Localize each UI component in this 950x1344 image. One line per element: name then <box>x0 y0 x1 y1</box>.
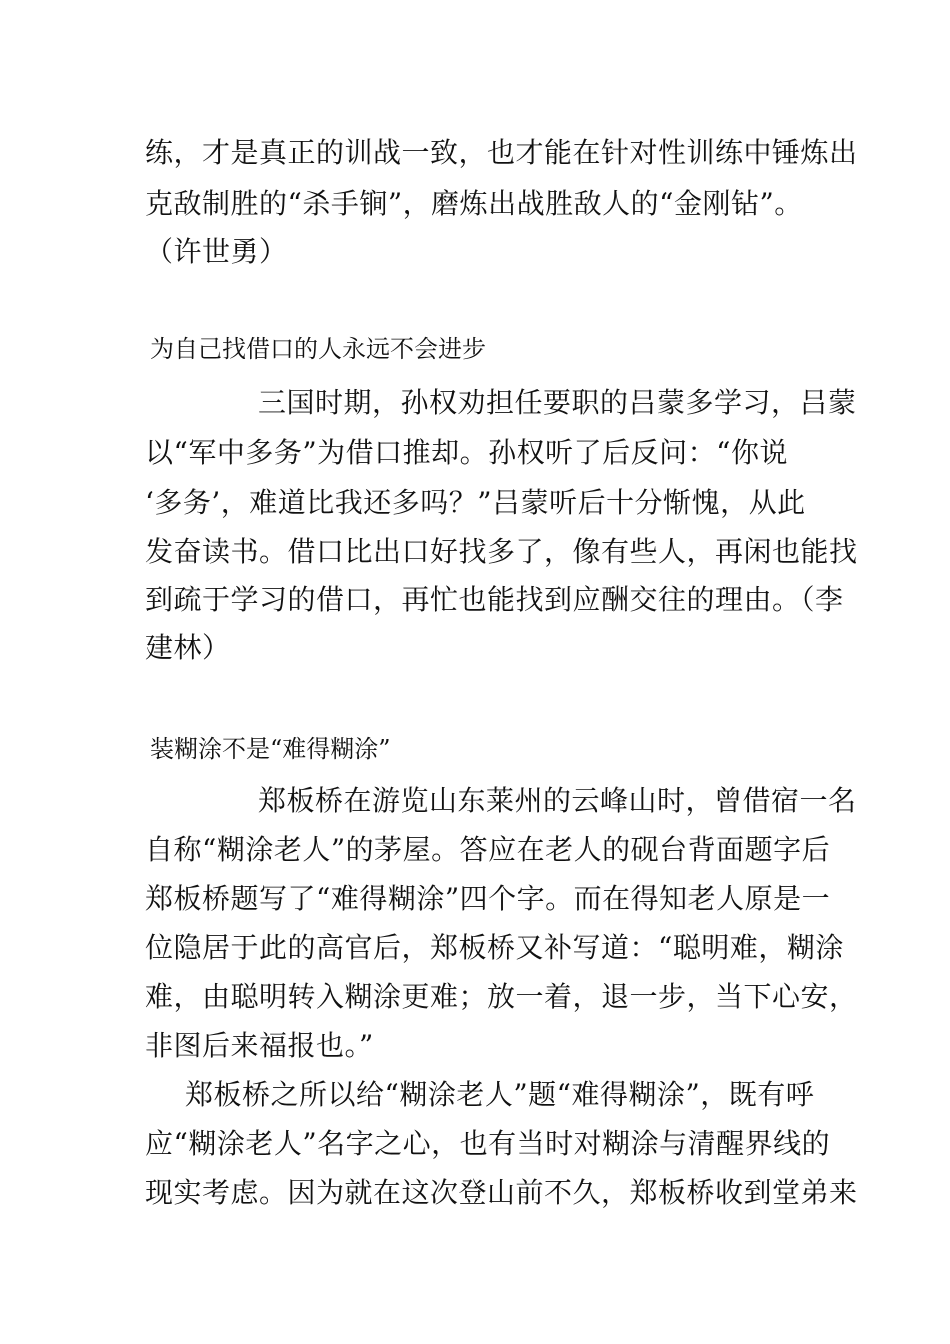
paragraph-line: 郑板桥题写了“难得糊涂”四个字。而在得知老人原是一 <box>145 882 831 915</box>
paragraph-line: 难，由聪明转入糊涂更难；放一着，退一步，当下心安， <box>145 980 858 1013</box>
paragraph-line: 克敌制胜的“杀手锏”，磨炼出战胜敌人的“金刚钻”。 <box>145 187 803 220</box>
paragraph-line: 以“军中多务”为借口推却。孙权听了后反问：“你说 <box>145 436 788 469</box>
paragraph-line: ‘多务’，难道比我还多吗？”吕蒙听后十分惭愧，从此 <box>145 486 806 519</box>
paragraph-line: 郑板桥之所以给“糊涂老人”题“难得糊涂”，既有呼 <box>185 1078 815 1111</box>
paragraph-line: 郑板桥在游览山东莱州的云峰山时，曾借宿一名 <box>258 784 857 817</box>
paragraph-line: 练，才是真正的训战一致，也才能在针对性训练中锤炼出 <box>145 136 858 169</box>
paragraph-line: 到疏于学习的借口，再忙也能找到应酬交往的理由。（李 <box>145 583 844 616</box>
section-heading: 装糊涂不是“难得糊涂” <box>150 735 391 763</box>
paragraph-line: 建林） <box>145 631 231 664</box>
section-heading: 为自己找借口的人永远不会进步 <box>150 335 486 363</box>
paragraph-line: 应“糊涂老人”名字之心，也有当时对糊涂与清醒界线的 <box>145 1127 831 1160</box>
paragraph-line: 非图后来福报也。” <box>145 1029 374 1062</box>
paragraph-line: 三国时期，孙权劝担任要职的吕蒙多学习，吕蒙 <box>258 386 857 419</box>
paragraph-line: 自称“糊涂老人”的茅屋。答应在老人的砚台背面题字后 <box>145 833 831 866</box>
paragraph-line: 位隐居于此的高官后，郑板桥又补写道：“聪明难，糊涂 <box>145 931 844 964</box>
paragraph-line: （许世勇） <box>145 235 288 268</box>
paragraph-line: 发奋读书。借口比出口好找多了，像有些人，再闲也能找 <box>145 535 858 568</box>
paragraph-line: 现实考虑。因为就在这次登山前不久，郑板桥收到堂弟来 <box>145 1176 858 1209</box>
